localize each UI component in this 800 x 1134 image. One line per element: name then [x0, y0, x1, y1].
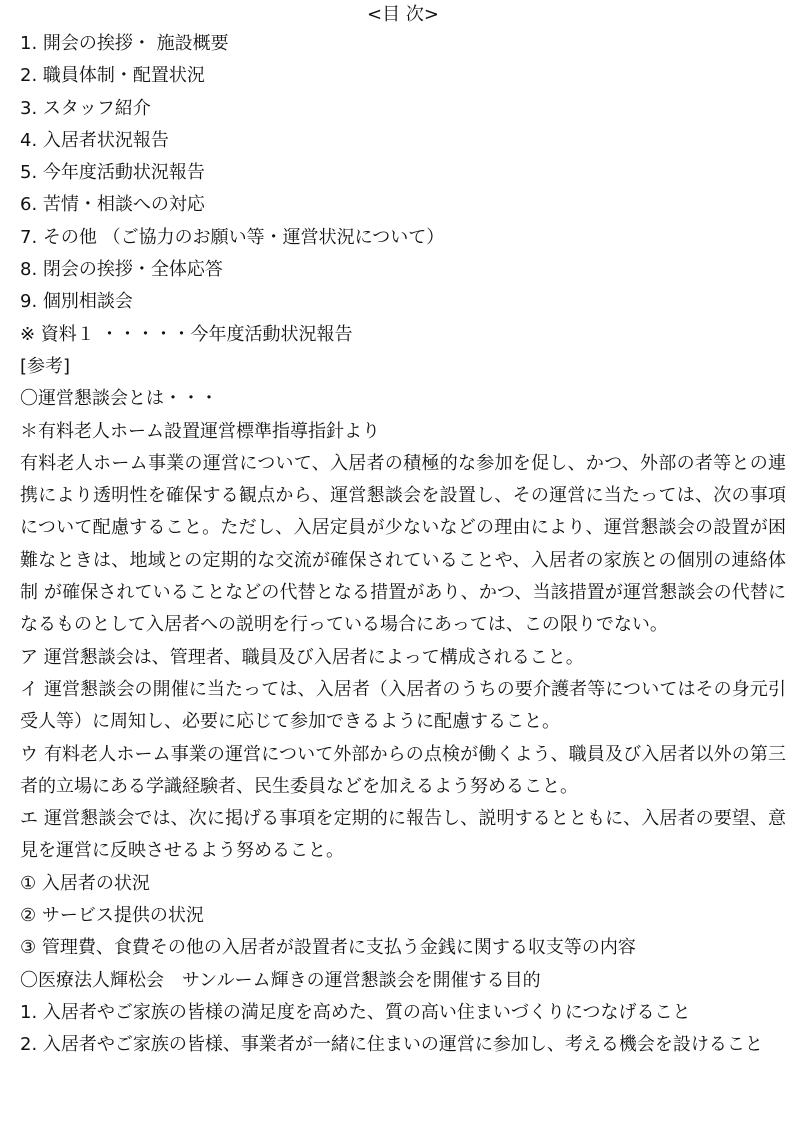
reference-item-a: ア 運営懇談会は、管理者、職員及び入居者によって構成されること。 — [20, 646, 584, 668]
toc-item-6: 6. 苦情・相談への対応 — [20, 194, 205, 216]
reference-item-e: エ 運営懇談会では、次に掲げる事項を定期的に報告し、説明するとともに、入居者の要望、意見を運営に反映させるよう努めること。 — [20, 808, 786, 862]
reference-main-paragraph: 有料老人ホーム事業の運営について、入居者の積極的な参加を促し、かつ、外部の者等との連携により透明性を確保する観点から、運営懇談会を設置し、その運営に当たっては、次の事項について配慮すること。ただし、入居定員が少ないなどの理由により、運営懇談会の設置が困難なときは、地域との定期的な交流が確保されていることや、入居者の家族との個別の連絡体制 が確保されていることなどの代替となる措置があり、かつ、当該措置が運営懇談会の代替になるものとして入居者への説明を行っている場合にあっては、この限りでない。 — [20, 452, 786, 636]
reference-item-i: イ 運営懇談会の開催に当たっては、入居者（入居者のうちの要介護者等についてはその身元引受人等）に周知し、必要に応じて参加できるように配慮すること。 — [20, 678, 786, 733]
purpose-heading: 〇医療法人輝松会 サンルーム輝きの運営懇談会を開催する目的 — [20, 969, 541, 991]
toc-item-8: 8. 閉会の挨拶・全体応答 — [20, 259, 223, 281]
reference-circled-2: ② サービス提供の状況 — [20, 905, 204, 927]
toc-item-4: 4. 入居者状況報告 — [20, 129, 169, 151]
toc-item-2: 2. 職員体制・配置状況 — [20, 65, 205, 87]
reference-subheading: 〇運営懇談会とは・・・ — [20, 388, 218, 410]
toc-item-1: 1. 開会の挨拶・ 施設概要 — [20, 33, 229, 54]
reference-circled-3: ③ 管理費、食費その他の入居者が設置者に支払う金銭に関する収支等の内容 — [20, 937, 636, 959]
reference-source: ＊有料老人ホーム設置運営標準指導指針より — [20, 420, 380, 442]
reference-item-u: ウ 有料老人ホーム事業の運営について外部からの点検が働くよう、職員及び入居者以外の第三者的立場にある学識経験者、民生委員などを加えるよう努めること。 — [20, 743, 786, 797]
toc-item-7: 7. その他 （ご協力のお願い等・運営状況について） — [20, 226, 445, 248]
toc-item-9: 9. 個別相談会 — [20, 291, 133, 313]
purpose-item-1: 1. 入居者やご家族の皆様の満足度を高めた、質の高い住まいづくりにつなげること — [20, 1001, 691, 1023]
purpose-item-2: 2. 入居者やご家族の皆様、事業者が一緒に住まいの運営に参加し、考える機会を設けること — [20, 1034, 763, 1056]
reference-heading: [参考] — [20, 355, 71, 377]
toc-title: <目 次> — [367, 4, 439, 25]
reference-section — [20, 351, 786, 965]
toc-item-3: 3. スタッフ紹介 — [20, 97, 151, 119]
toc-note: ※ 資料１ ・・・・・今年度活動状況報告 — [20, 323, 353, 345]
purpose-section — [20, 965, 786, 1062]
toc-list — [20, 28, 786, 351]
toc-item-5: 5. 今年度活動状況報告 — [20, 162, 205, 184]
reference-circled-1: ① 入居者の状況 — [20, 872, 150, 894]
